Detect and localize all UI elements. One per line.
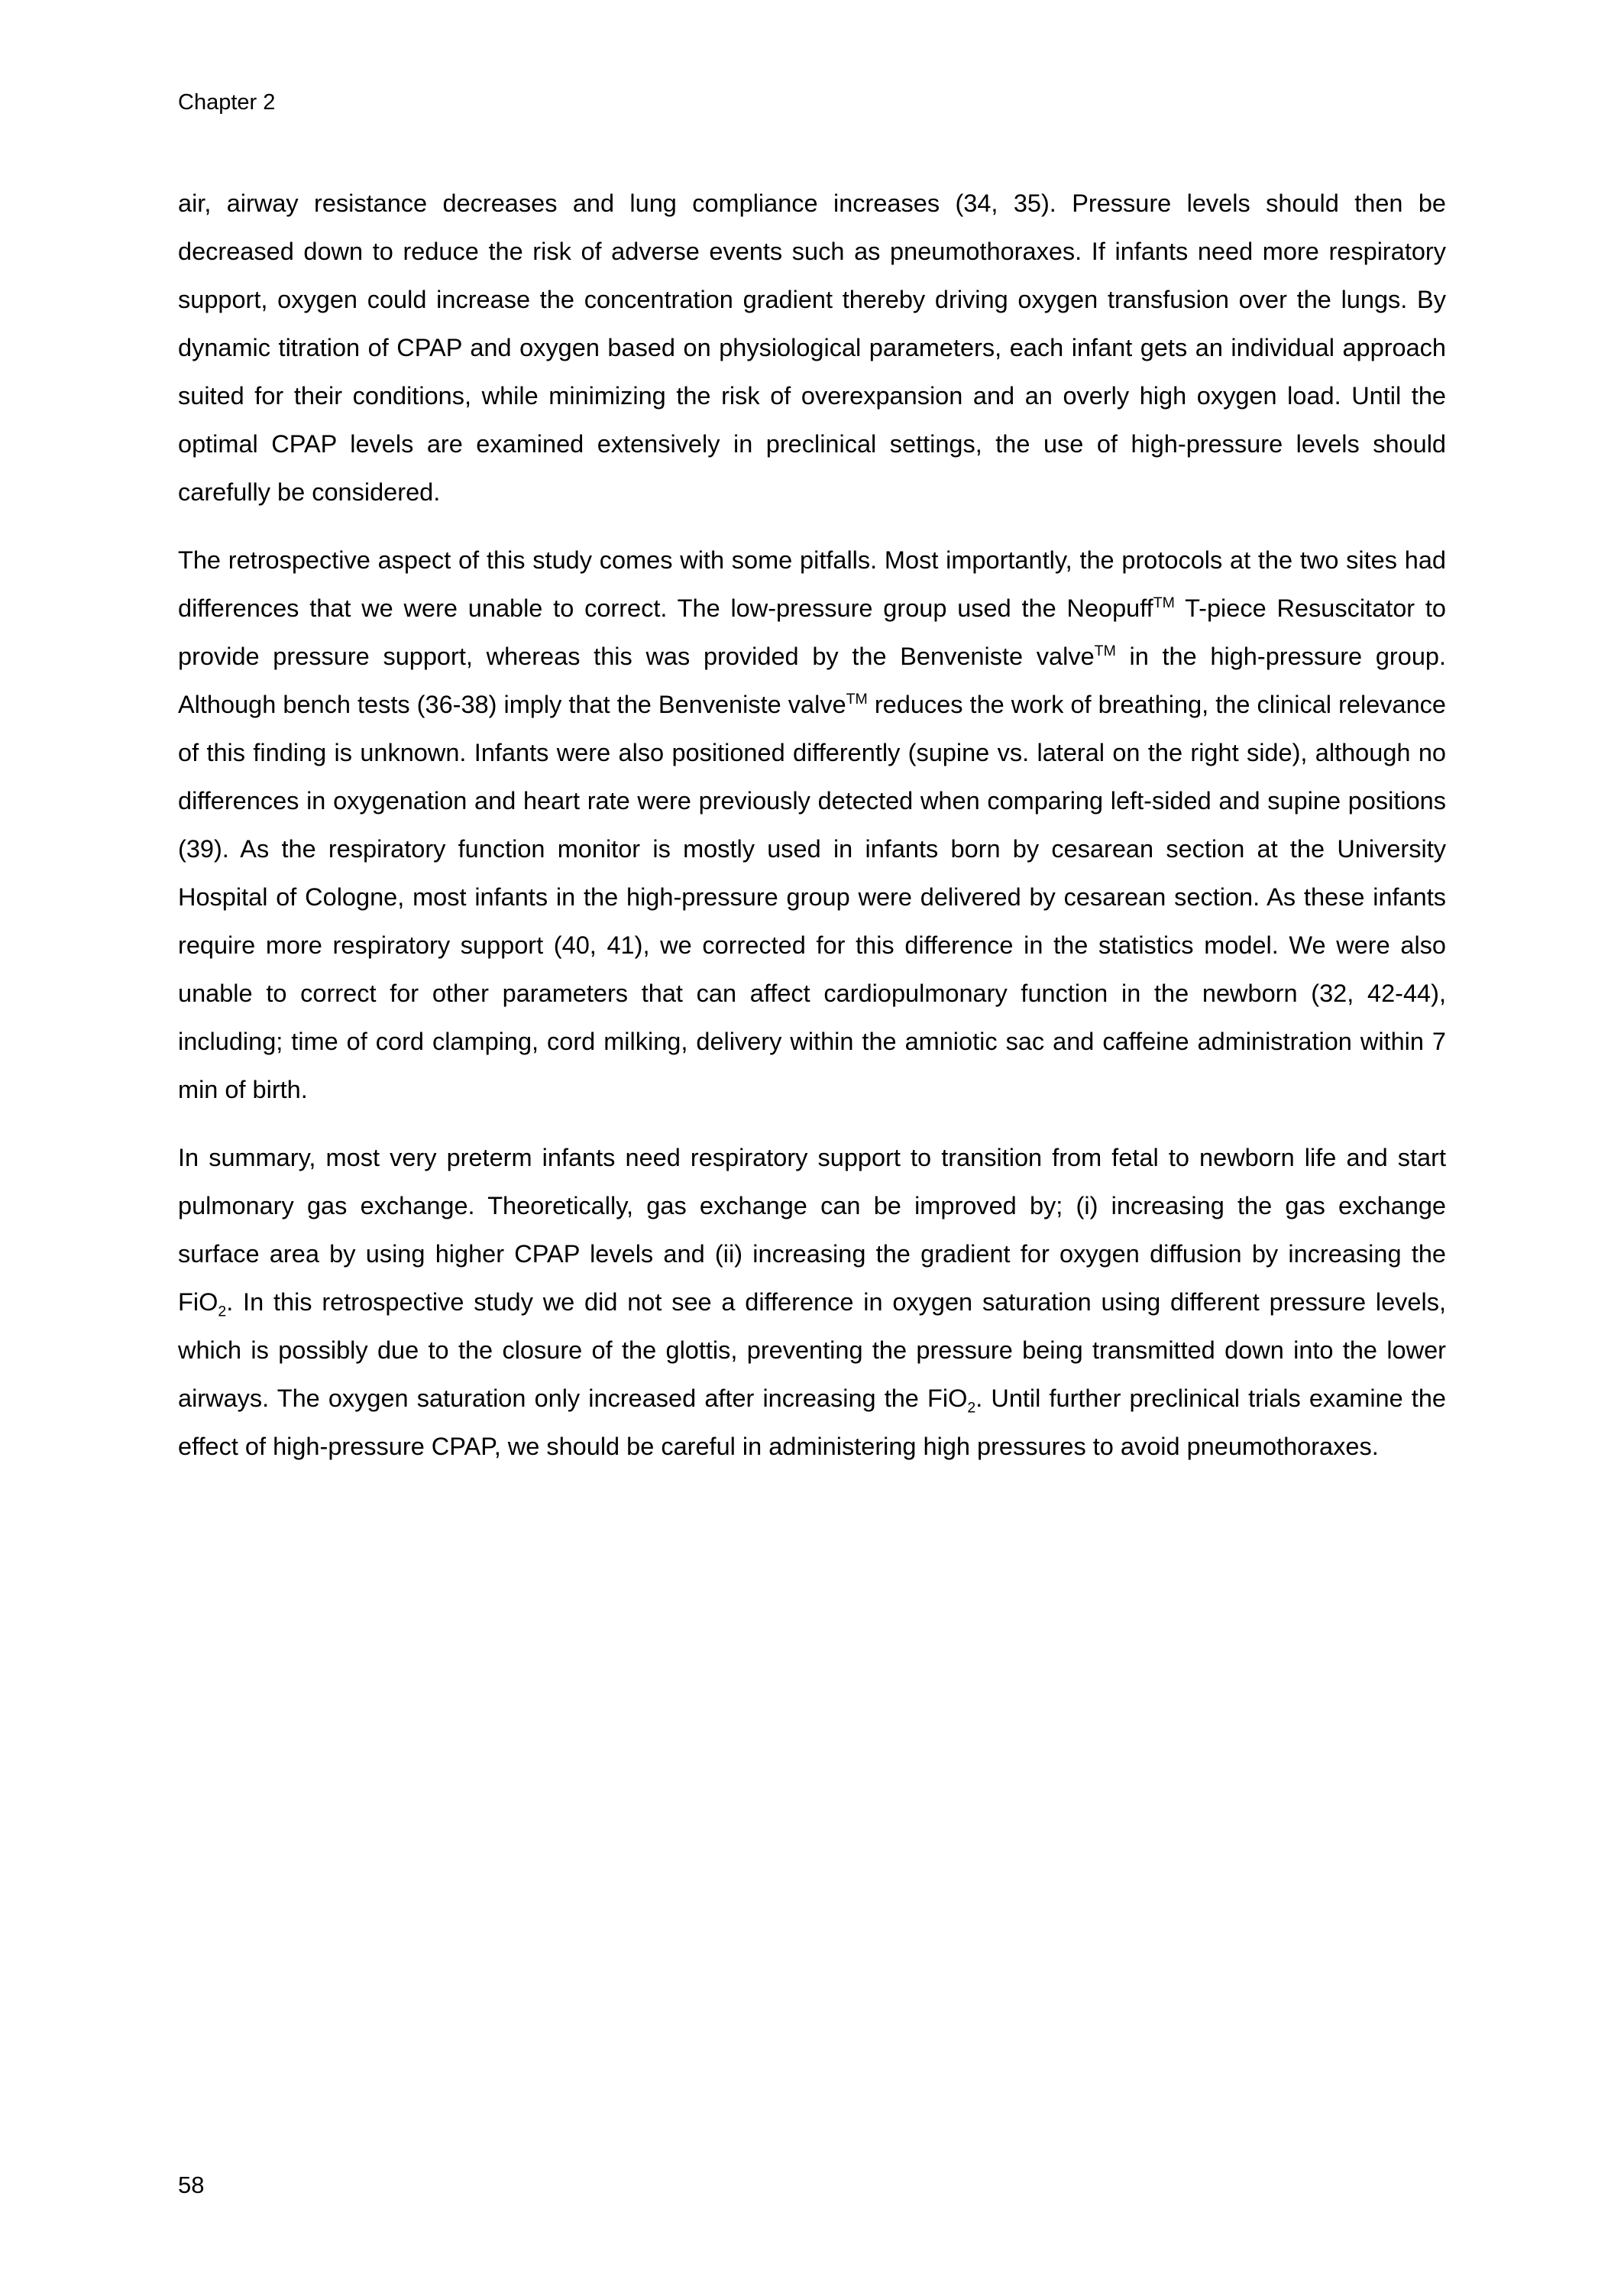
page-number: 58 [178,2172,205,2198]
paragraph [178,1134,1446,1471]
paragraph [178,180,1446,517]
text-run: in the high-pressure group. Although bench tests (36-38) imply that the Benveniste valve [178,643,1446,718]
subscript-text: 2 [218,1303,227,1320]
superscript-text: TM [1153,594,1175,612]
text-run: air, airway resistance decreases and lung compliance increases (34, 35). Pressure levels should then be decreased down to reduce the risk of adverse events such as pneumothoraxes. If infants need more respiratory support, oxygen could increase the concentration gradient thereby driving oxygen transfusion over the lungs. By dynamic titration of CPAP and oxygen based on physiological parameters, each infant gets an individual approach suited for their conditions, while minimizing the risk of overexpansion and an overly high oxygen load. Until the optimal CPAP levels are examined extensively in preclinical settings, the use of high-pressure levels should carefully be considered. [178,189,1446,506]
subscript-text: 2 [967,1399,976,1417]
text-run: . In this retrospective study we did not see a difference in oxygen saturation using different pressure levels, which is possibly due to the closure of the glottis, preventing the pressure being transmitted down into the lower airways. The oxygen saturation only increased after increasing the FiO [178,1288,1446,1412]
document-body [178,180,1446,1491]
superscript-text: TM [1094,643,1116,660]
chapter-header: Chapter 2 [178,90,276,115]
text-run: . Until further preclinical trials examine the effect of high-pressure CPAP, we should be careful in administering high pressures to avoid pneumothoraxes. [178,1385,1446,1460]
superscript-text: TM [846,691,868,708]
text-run: The retrospective aspect of this study comes with some pitfalls. Most importantly, the protocols at the two sites had differences that we were unable to correct. The low-pressure group used the Neopuff [178,546,1446,622]
text-run: reduces the work of breathing, the clinical relevance of this finding is unknown. Infants were also positioned differently (supine vs. lateral on the right side), although no differences in oxygenation and heart rate were previously detected when comparing left-sided and supine positions (39). As the respiratory function monitor is mostly used in infants born by cesarean section at the University Hospital of Cologne, most infants in the high-pressure group were delivered by cesarean section. As these infants require more respiratory support (40, 41), we corrected for this difference in the statistics model. We were also unable to correct for other parameters that can affect cardiopulmonary function in the newborn (32, 42-44), including; time of cord clamping, cord milking, delivery within the amniotic sac and caffeine administration within 7 min of birth. [178,691,1446,1103]
text-run: T-piece Resuscitator to provide pressure support, whereas this was provided by the Benveniste valve [178,594,1446,670]
text-run: In summary, most very preterm infants need respiratory support to transition from fetal to newborn life and start pulmonary gas exchange. Theoretically, gas exchange can be improved by; (i) increasing the gas exchange surface area by using higher CPAP levels and (ii) increasing the gradient for oxygen diffusion by increasing the FiO [178,1144,1446,1316]
paragraph [178,536,1446,1114]
